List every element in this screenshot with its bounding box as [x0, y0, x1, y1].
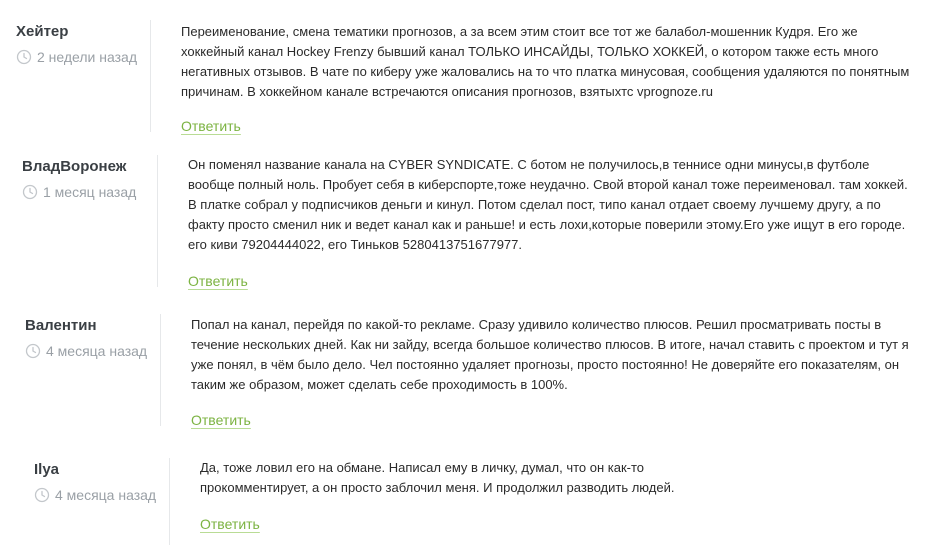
- comment-divider: [157, 155, 158, 287]
- reply-button[interactable]: Ответить: [181, 118, 241, 134]
- comment-author-block: [25, 317, 147, 359]
- comment: [0, 314, 936, 439]
- author-name[interactable]: Ilya: [34, 461, 60, 478]
- comment-text: Переименование, смена тематики прогнозов, а за всем этим стоит все тот же балабол-мошенник Кудря. Его же хоккейный канал Hockey Frenzy бывший канал ТОЛЬКО ИНСАЙДЫ, ТОЛЬКО ХОККЕЙ, о котором также есть много негативных отзывов. В чате по киберу уже жаловались на то что платка минусовая, сообщения удаляются по понятным причинам. В хоккейном канале встречаются описания прогнозов, взятыхтс vprognoze.ru: [181, 24, 910, 99]
- comment: [0, 458, 936, 545]
- reply-button[interactable]: Ответить: [200, 516, 260, 532]
- comment-time: [25, 343, 147, 359]
- comment-text: Он поменял название канала на CYBER SYNDICATE. С ботом не получилось,в теннисе одни минусы,в футболе вообще полный ноль. Пробует себя в киберспорте,тоже неудачно. Свой второй канал тоже переименовал. там хоккей. В платке собрал у подписчиков деньги и кинул. Потом сделал пост, типо канал отдает своему лучшему другу, а по факту просто сменил ник и ведет канал как и раньше! и есть лохи,которые поверили этому.Его уже ищут в его городе. его киви 79204444022, его Тиньков 5280413751677977.: [188, 157, 908, 252]
- author-name[interactable]: Хейтер: [16, 23, 69, 40]
- comment-body: [188, 155, 914, 255]
- comment-time: [34, 487, 156, 503]
- comment: [0, 155, 936, 289]
- comment-text: Попал на канал, перейдя по какой-то рекламе. Сразу удивило количество плюсов. Решил просматривать посты в течение нескольких дней. Как ни зайду, всегда большое количество плюсов. В итоге, начал ставить с проектом и тут я уже понял, в чём было дело. Чел постоянно удаляет прогнозы, просто постоянно! Не доверяйте его показателям, он таким же образом, может сделать себе проходимость в 100%.: [191, 317, 909, 392]
- comment-body: [200, 458, 730, 498]
- clock-icon: [22, 184, 38, 200]
- clock-icon: [16, 49, 32, 65]
- comment: [0, 20, 936, 140]
- comment-time: [16, 49, 137, 65]
- comment-author-block: [22, 158, 136, 200]
- time-label: 2 недели назад: [37, 49, 137, 65]
- reply-button[interactable]: Ответить: [188, 273, 248, 289]
- comment-body: [181, 22, 921, 102]
- time-label: 1 месяц назад: [43, 184, 137, 200]
- comment-text: Да, тоже ловил его на обмане. Написал ему в личку, думал, что он как-то прокомментирует, а он просто заблочил меня. И продолжил разводить людей.: [200, 460, 675, 495]
- comment-author-block: [16, 23, 137, 65]
- author-name[interactable]: Валентин: [25, 317, 97, 334]
- comment-time: [22, 184, 136, 200]
- clock-icon: [34, 487, 50, 503]
- comment-body: [191, 315, 931, 395]
- comment-divider: [150, 20, 151, 132]
- comment-author-block: [34, 461, 156, 503]
- author-name[interactable]: ВладВоронеж: [22, 158, 127, 175]
- time-label: 4 месяца назад: [55, 487, 157, 503]
- comment-divider: [160, 314, 161, 426]
- comment-divider: [169, 458, 170, 545]
- clock-icon: [25, 343, 41, 359]
- time-label: 4 месяца назад: [46, 343, 148, 359]
- reply-button[interactable]: Ответить: [191, 412, 251, 428]
